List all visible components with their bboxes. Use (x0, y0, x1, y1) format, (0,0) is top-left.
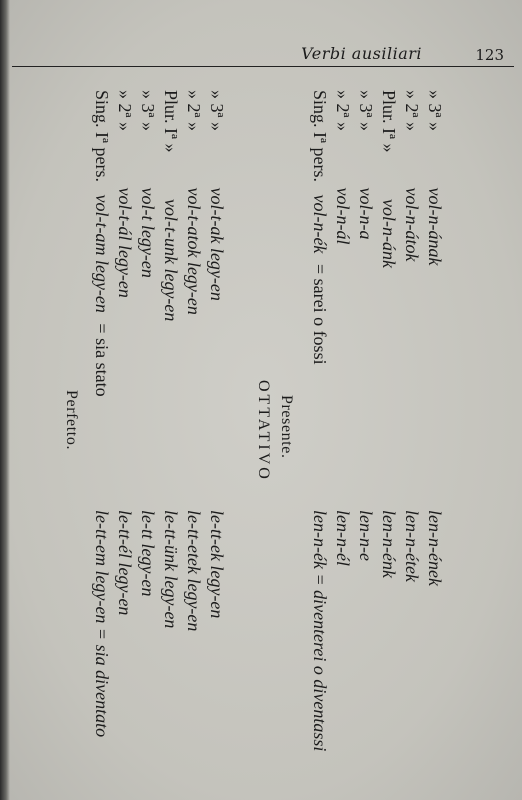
right-column-form: len-n-énk (379, 510, 399, 578)
person-label: » 3ª » (207, 90, 227, 131)
person-label: » 2ª » (402, 90, 422, 131)
running-title: Verbi ausiliari (301, 44, 422, 63)
person-label: Sing. Iª pers. (310, 90, 330, 182)
table-row (206, 90, 227, 301)
table-row (332, 90, 353, 244)
table-row (401, 90, 422, 261)
person-label: Plur. Iª » (161, 90, 181, 153)
header-rule (12, 66, 514, 67)
verb-form: vol-t-ál legy-en (115, 187, 135, 298)
table-row (137, 90, 158, 278)
translation: = sia stato (92, 323, 112, 397)
verb-form: vol-n-átok (402, 187, 422, 262)
page-number: 123 (475, 46, 504, 64)
person-label: » 2ª » (115, 90, 135, 131)
page-header (12, 40, 512, 68)
table-row (183, 90, 204, 315)
verb-form: vol-n-ánk (379, 198, 399, 268)
verb-form: vol-n-ál (333, 187, 353, 245)
table-row (309, 90, 330, 365)
right-column-form: le-tt legy-en (138, 510, 158, 597)
right-column-form: len-n-él (333, 510, 353, 566)
right-column-form: len-n-e (356, 510, 376, 561)
table-row (424, 90, 445, 265)
verb-form: vol-n-a (356, 187, 376, 240)
table-row (160, 90, 181, 321)
ottativo-subheading: Presente. (278, 395, 295, 459)
verb-form: vol-t legy-en (138, 187, 158, 278)
right-column-form: le-tt-etek legy-en (184, 510, 204, 632)
rotated-conjugation-table (20, 90, 500, 790)
right-column-form: len-n-ék = diventerei o diventassi (310, 510, 330, 752)
verb-form: vol-t-unk legy-en (161, 198, 181, 322)
verb-form: vol-n-ának (425, 187, 445, 266)
person-label: » 2ª » (333, 90, 353, 131)
ottativo-heading: OTTATIVO (255, 380, 272, 482)
right-column-form: le-tt-él legy-en (115, 510, 135, 616)
table-row (378, 90, 399, 268)
person-label: » 3ª » (356, 90, 376, 131)
verb-form: vol-t-ak legy-en (207, 187, 227, 301)
right-column-form: len-n-étek (402, 510, 422, 582)
table-row (355, 90, 376, 239)
table-row (114, 90, 135, 298)
person-label: Sing. Iª pers. (92, 90, 112, 182)
page-gutter-shadow (0, 0, 10, 800)
verb-form: vol-n-ék (310, 194, 330, 254)
person-label: » 3ª » (425, 90, 445, 131)
table-row (91, 90, 112, 397)
right-column-form: le-tt-ünk legy-en (161, 510, 181, 629)
right-column-form: le-tt-em legy-en = sia diventato (92, 510, 112, 738)
person-label: » 3ª » (138, 90, 158, 131)
verb-form: vol-t-atok legy-en (184, 187, 204, 315)
person-label: Plur. Iª » (379, 90, 399, 153)
right-column-form: len-n-ének (425, 510, 445, 586)
verb-form: vol-t-am legy-en (92, 194, 112, 313)
person-label: » 2ª » (184, 90, 204, 131)
translation: = sarei o fossi (310, 263, 330, 365)
perfetto-heading: Perfetto. (63, 390, 80, 451)
right-column-form: le-tt-ek legy-en (207, 510, 227, 619)
